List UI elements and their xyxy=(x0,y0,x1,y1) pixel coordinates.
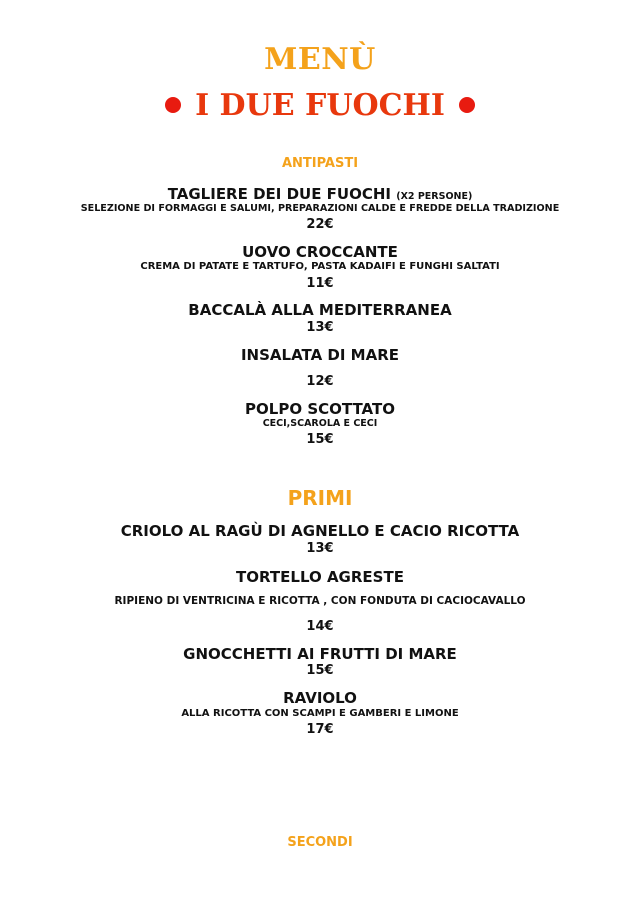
menu-item-price: 13€ xyxy=(306,541,334,556)
menu-item-name: INSALATA DI MARE xyxy=(240,346,400,364)
restaurant-name: I DUE FUOCHI xyxy=(195,88,445,123)
menu-item-description: RIPIENO DI VENTRICINA E RICOTTA , CON FONDUTA DI CACIOCAVALLO xyxy=(114,595,526,607)
red-dot-icon xyxy=(165,97,181,113)
menu-item-description: SELEZIONE DI FORMAGGI E SALUMI, PREPARAZIONI CALDE E FREDDE DELLA TRADIZIONE xyxy=(80,203,560,214)
menu-item-name: TAGLIERE DEI DUE FUOCHI (X2 PERSONE) xyxy=(167,185,473,203)
section-heading-antipasti: ANTIPASTI xyxy=(281,156,359,171)
menu-item-price: 22€ xyxy=(306,217,334,232)
menu-item-description: CREMA DI PATATE E TARTUFO, PASTA KADAIFI E FUNGHI SALTATI xyxy=(140,261,500,272)
menu-item-name: BACCALÀ ALLA MEDITERRANEA xyxy=(188,301,452,319)
menu-item-price: 15€ xyxy=(306,663,334,678)
section-heading-primi: PRIMI xyxy=(287,486,353,510)
menu-item-description: CECI,SCAROLA E CECI xyxy=(262,418,378,429)
red-dot-icon xyxy=(459,97,475,113)
menu-item-price: 17€ xyxy=(306,722,334,737)
menu-item-name: UOVO CROCCANTE xyxy=(242,243,398,261)
menu-item-name: CRIOLO AL RAGÙ DI AGNELLO E CACIO RICOTTA xyxy=(120,522,520,540)
menu-item-name: TORTELLO AGRESTE xyxy=(236,568,404,586)
menu-item-price: 11€ xyxy=(306,276,334,291)
menu-item-price: 13€ xyxy=(306,320,334,335)
menu-title: MENÙ xyxy=(264,42,376,77)
menu-item-name: RAVIOLO xyxy=(283,689,357,707)
restaurant-name-row xyxy=(0,88,640,123)
section-heading-secondi: SECONDI xyxy=(287,835,353,850)
menu-item-name: POLPO SCOTTATO xyxy=(245,400,395,418)
menu-item-price: 15€ xyxy=(306,432,334,447)
menu-item-name: GNOCCHETTI AI FRUTTI DI MARE xyxy=(183,645,457,663)
menu-item-description: ALLA RICOTTA CON SCAMPI E GAMBERI E LIMONE xyxy=(181,708,459,719)
menu-item-price: 14€ xyxy=(306,619,334,634)
menu-item-price: 12€ xyxy=(306,374,334,389)
menu-item-note: (X2 PERSONE) xyxy=(396,191,473,202)
